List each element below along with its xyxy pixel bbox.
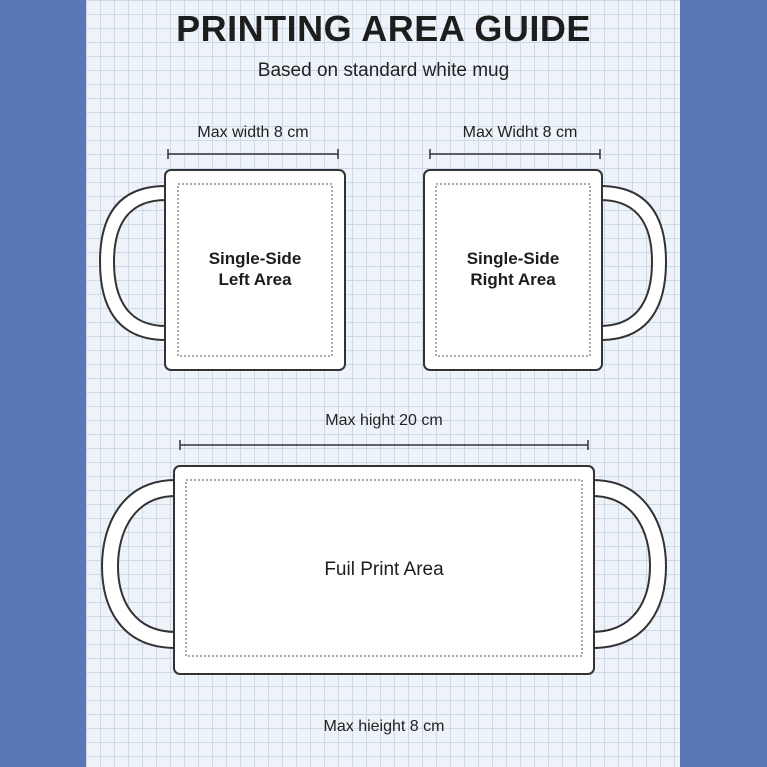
page-subtitle: Based on standard white mug <box>257 60 510 81</box>
right-mug-handle <box>600 186 666 340</box>
full-mug-right-handle <box>592 480 666 648</box>
right-area-label-line2: Right Area <box>470 270 556 290</box>
left-mug-handle <box>100 186 166 340</box>
left-area-label-line2: Left Area <box>218 270 292 290</box>
right-area-label <box>424 248 602 291</box>
full-mug-left-handle <box>102 480 176 648</box>
full-area-label: Fuil Print Area <box>324 559 444 580</box>
right-area-label-line1: Single-Side <box>466 249 560 268</box>
left-width-dimension-line <box>168 149 338 159</box>
left-area-label <box>165 248 345 291</box>
page-title: PRINTING AREA GUIDE <box>176 8 591 49</box>
left-width-label: Max width 8 cm <box>197 124 309 141</box>
full-mug <box>102 440 666 674</box>
full-width-label: Max hight 20 cm <box>325 412 443 429</box>
left-area-label-line1: Single-Side <box>208 249 302 268</box>
full-height-label: Max hieight 8 cm <box>323 718 445 735</box>
right-width-dimension-line <box>430 149 600 159</box>
right-width-label: Max Widht 8 cm <box>462 124 578 141</box>
full-width-dimension-line <box>180 440 588 450</box>
